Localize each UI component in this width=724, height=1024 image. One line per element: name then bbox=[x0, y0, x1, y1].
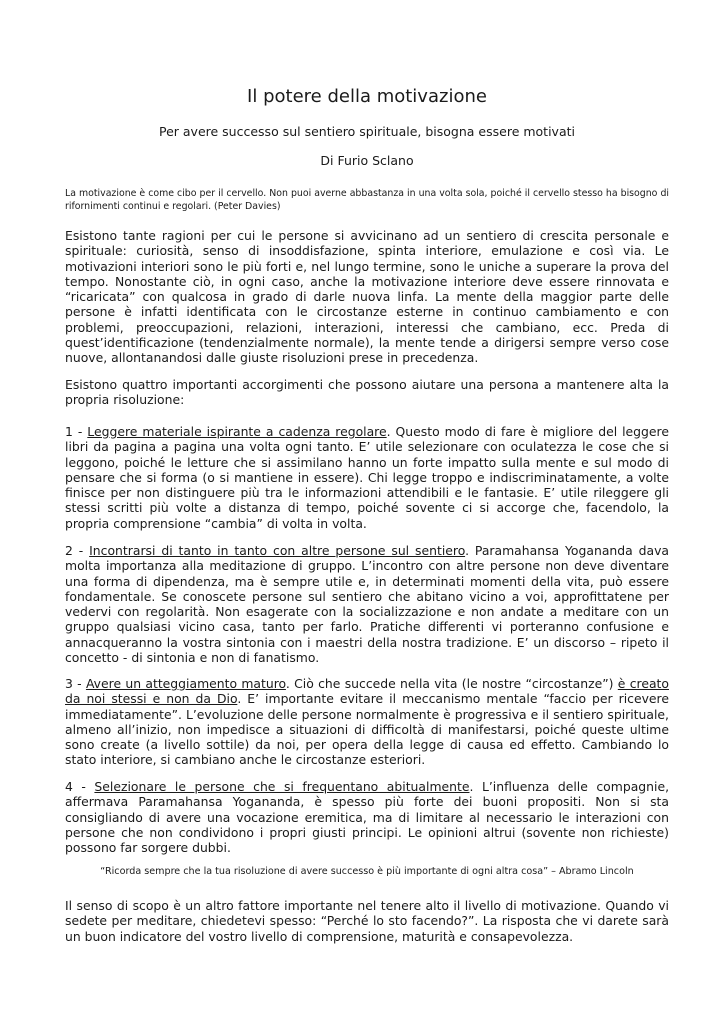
list-item-4-heading: Selezionare le persone che si frequentano abitualmente bbox=[94, 779, 470, 794]
paragraph-intro: Esistono tante ragioni per cui le persone si avvicinano ad un sentiero di crescita personale e spirituale: curiosità, senso di insoddisfazione, spinta interiore, emulazione e così via. Le motivazioni interiori sono le più forti e, nel lungo termine, sono le uniche a superare la prova del tempo. Nonostante ciò, in ogni caso, anche la motivazione interiore deve essere rinnovata e “ricaricata” con qualcosa in grado di darle nuova linfa. La mente della maggior parte delle persone è infatti identificata con le circostanze esterne in continuo cambiamento e con problemi, preoccupazioni, relazioni, interazioni, interessi che cambiano, ecc. Preda di quest’identificazione (tendenzialmente normale), la mente tende a dirigersi sempre verso cose nuove, allontanandosi dalle giuste risoluzioni prese in precedenza. bbox=[65, 228, 669, 366]
list-item-4-number: 4 - bbox=[65, 779, 95, 794]
author-line: Di Furio Sclano bbox=[320, 153, 414, 168]
list-item-2-body: . Paramahansa Yogananda dava molta importanza alla meditazione di gruppo. L’incontro con altre persone non deve diventare una forma di dipendenza, ma è sempre utile e, in determinati momenti della vita, può essere fondamentale. Se conoscete persone sul sentiero che abitano vicino a voi, approfittatene per vedervi con regolarità. Non esagerate con la socializzazione e non andate a meditare con un gruppo qualsiasi vicino casa, tanto per farlo. Pratiche differenti vi porteranno confusione e annacqueranno la vostra sintonia con i maestri della nostra tradizione. E’ un discorso – ripeto il concetto - di sintonia e non di fanatismo. bbox=[65, 543, 670, 666]
list-item-2-number: 2 - bbox=[65, 543, 90, 558]
epigraph: La motivazione è come cibo per il cervello. Non puoi averne abbastanza in una volta sola, poiché il cervello stesso ha bisogno di rifornimenti continui e regolari. (Peter Davies) bbox=[65, 188, 669, 212]
list-item-3-number: 3 - bbox=[65, 676, 86, 691]
paragraph-closing: Il senso di scopo è un altro fattore importante nel tenere alto il livello di motivazione. Quando vi sedete per meditare, chiedetevi spesso: “Perché lo sto facendo?”. La risposta che vi darete sarà un buon indicatore del vostro livello di comprensione, maturità e consapevolezza. bbox=[65, 898, 669, 944]
list-item-3-heading: Avere un atteggiamento maturo bbox=[85, 676, 286, 691]
list-item-1 bbox=[65, 424, 669, 531]
page-title: Il potere della motivazione bbox=[247, 86, 487, 107]
list-item-3 bbox=[65, 676, 669, 768]
list-item-3-body-b: . E’ importante evitare il meccanismo mentale “faccio per ricevere immediatamente”. L’evoluzione delle persone normalmente è progressiva e il sentiero spirituale, almeno all’inizio, non impedisce a situazioni di difficoltà di manifestarsi, poiché queste ultime sono create (a livello sottile) da noi, per opera della legge di causa ed effetto. Cambiando lo stato interiore, si cambiano anche le circostanze esteriori. bbox=[65, 691, 669, 768]
list-item-1-number: 1 - bbox=[65, 424, 88, 439]
list-item-1-heading: Leggere materiale ispirante a cadenza regolare bbox=[87, 424, 387, 439]
subtitle: Per avere successo sul sentiero spirituale, bisogna essere motivati bbox=[159, 124, 575, 139]
list-item-4 bbox=[65, 779, 669, 855]
list-item-2 bbox=[65, 543, 669, 665]
paragraph-list-intro: Esistono quattro importanti accorgimenti che possono aiutare una persona a mantenere alta la propria risoluzione: bbox=[65, 377, 669, 408]
lincoln-quote: “Ricorda sempre che la tua risoluzione di avere successo è più importante di ogni altra cosa” – Abramo Lincoln bbox=[100, 866, 634, 877]
list-item-2-heading: Incontrarsi di tanto in tanto con altre persone sul sentiero bbox=[89, 543, 466, 558]
list-item-4-body: . L’influenza delle compagnie, affermava Paramahansa Yogananda, è spesso più forte dei buoni propositi. Non si sta consigliando di avere una vocazione eremitica, ma di limitare al necessario le interazioni con persone che non condividono i propri giusti principi. Le opinioni altrui (sovente non richieste) possono far sorgere dubbi. bbox=[65, 779, 670, 856]
list-item-3-body-a: . Ciò che succede nella vita (le nostre “circostanze”) bbox=[285, 676, 618, 691]
list-item-3-emphasis: è creato da noi stessi e non da Dio bbox=[65, 676, 669, 707]
list-item-1-body: . Questo modo di fare è migliore del leggere libri da pagina a pagina una volta ogni tanto. E’ utile selezionare con oculatezza le cose che si leggono, poiché le letture che si assimilano hanno un forte impatto sulla mente e sul modo di pensare che si forma (o si mantiene in essere). Chi legge troppo e indiscriminatamente, a volte finisce per non distinguere più tra le informazioni attendibili e le fantasie. E’ utile rileggere gli stessi scritti più volte a distanza di tempo, poiché sovente ci si accorge che, facendolo, la propria comprensione “cambia” di volta in volta. bbox=[65, 424, 669, 531]
